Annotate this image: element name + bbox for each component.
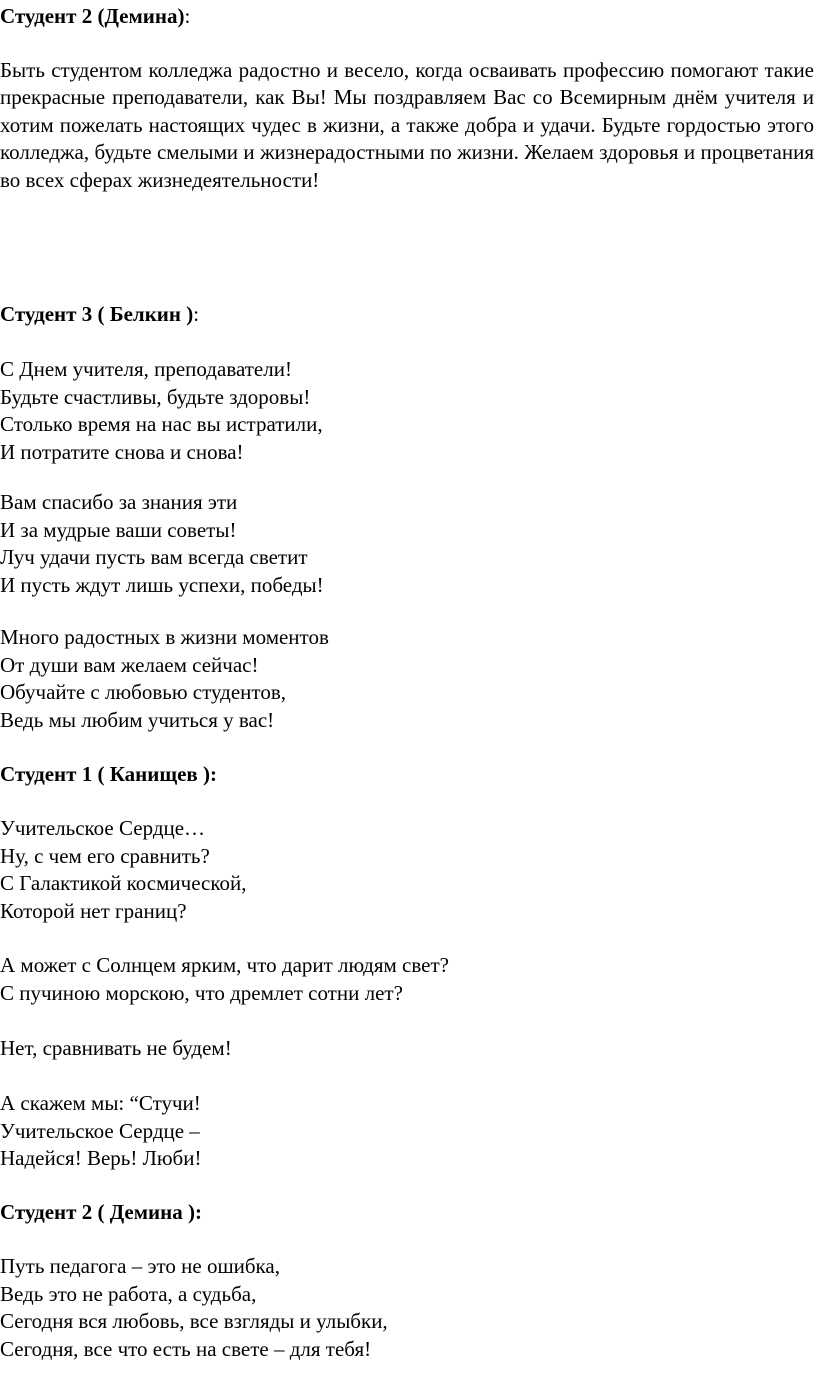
poem-line: Путь педагога – это не ошибка, bbox=[0, 1254, 281, 1278]
poem-stanza bbox=[0, 356, 816, 466]
poem-line: И пусть ждут лишь успехи, победы! bbox=[0, 572, 324, 597]
poem-stanza bbox=[0, 624, 816, 734]
speaker-heading-kanishchev: Студент 1 ( Канищев ): bbox=[0, 762, 217, 786]
poem-line: А может с Солнцем ярким, что дарит людям свет? bbox=[0, 953, 449, 977]
speaker-name: Студент 2 ( Демина ) bbox=[0, 1200, 195, 1224]
speaker-heading-demina: Студент 2 (Демина): bbox=[0, 4, 191, 28]
greeting-paragraph: Быть студентом колледжа радостно и весело, когда осваивать профессию помогают такие прекрасные преподаватели, как Вы! Мы поздравляем Вас со Всемирным днём учителя и хотим пожелать настоящих чудес в жизни, а также добра и удачи. Будьте гордостью этого колледжа, будьте смелыми и жизнерадостными по жизни. Желаем здоровья и процветания во всех сферах жизнедеятельности! bbox=[0, 58, 814, 192]
poem-line: Ведь мы любим учиться у вас! bbox=[0, 707, 275, 732]
poem-stanza bbox=[0, 1253, 816, 1363]
poem-line: Луч удачи пусть вам всегда светит bbox=[0, 545, 308, 569]
speaker-heading-belkin: Студент 3 ( Белкин ): bbox=[0, 302, 200, 326]
poem-stanza bbox=[0, 815, 816, 925]
poem-line: Учительское Сердце – bbox=[0, 1118, 200, 1143]
poem-line: С Днем учителя, преподаватели! bbox=[0, 357, 292, 381]
poem-line: Обучайте с любовью студентов, bbox=[0, 680, 286, 704]
poem-line: Много радостных в жизни моментов bbox=[0, 625, 329, 649]
poem-line: Сегодня вся любовь, все взгляды и улыбки, bbox=[0, 1309, 388, 1333]
poem-line: Вам спасибо за знания эти bbox=[0, 490, 238, 514]
poem-line: Будьте счастливы, будьте здоровы! bbox=[0, 384, 311, 409]
poem-stanza bbox=[0, 952, 816, 1007]
poem-line: А скажем мы: “Стучи! bbox=[0, 1091, 201, 1115]
poem-line: Ведь это не работа, а судьба, bbox=[0, 1281, 257, 1306]
speaker-name: Студент 3 ( Белкин ) bbox=[0, 302, 194, 326]
poem-line: Которой нет границ? bbox=[0, 898, 187, 923]
poem-line: Нет, сравнивать не будем! bbox=[0, 1036, 232, 1060]
poem-line: Сегодня, все что есть на свете – для тебя! bbox=[0, 1336, 372, 1361]
poem-stanza bbox=[0, 1090, 816, 1173]
poem-line: Ну, с чем его сравнить? bbox=[0, 843, 210, 868]
poem-line: С пучиною морскою, что дремлет сотни лет? bbox=[0, 980, 403, 1005]
speaker-name: Студент 1 ( Канищев ) bbox=[0, 762, 210, 786]
speaker-heading-demina-2: Студент 2 ( Демина ): bbox=[0, 1200, 202, 1224]
speaker-name: Студент 2 (Демина) bbox=[0, 4, 185, 28]
poem-line: Учительское Сердце… bbox=[0, 816, 206, 840]
poem-stanza bbox=[0, 489, 816, 599]
poem-line: От души вам желаем сейчас! bbox=[0, 652, 259, 677]
poem-line: И потратите снова и снова! bbox=[0, 439, 244, 464]
poem-line: С Галактикой космической, bbox=[0, 871, 247, 895]
poem-stanza bbox=[0, 1035, 816, 1063]
poem-line: Столько время на нас вы истратили, bbox=[0, 412, 323, 436]
poem-line: И за мудрые ваши советы! bbox=[0, 517, 237, 542]
poem-line: Надейся! Верь! Люби! bbox=[0, 1146, 202, 1170]
